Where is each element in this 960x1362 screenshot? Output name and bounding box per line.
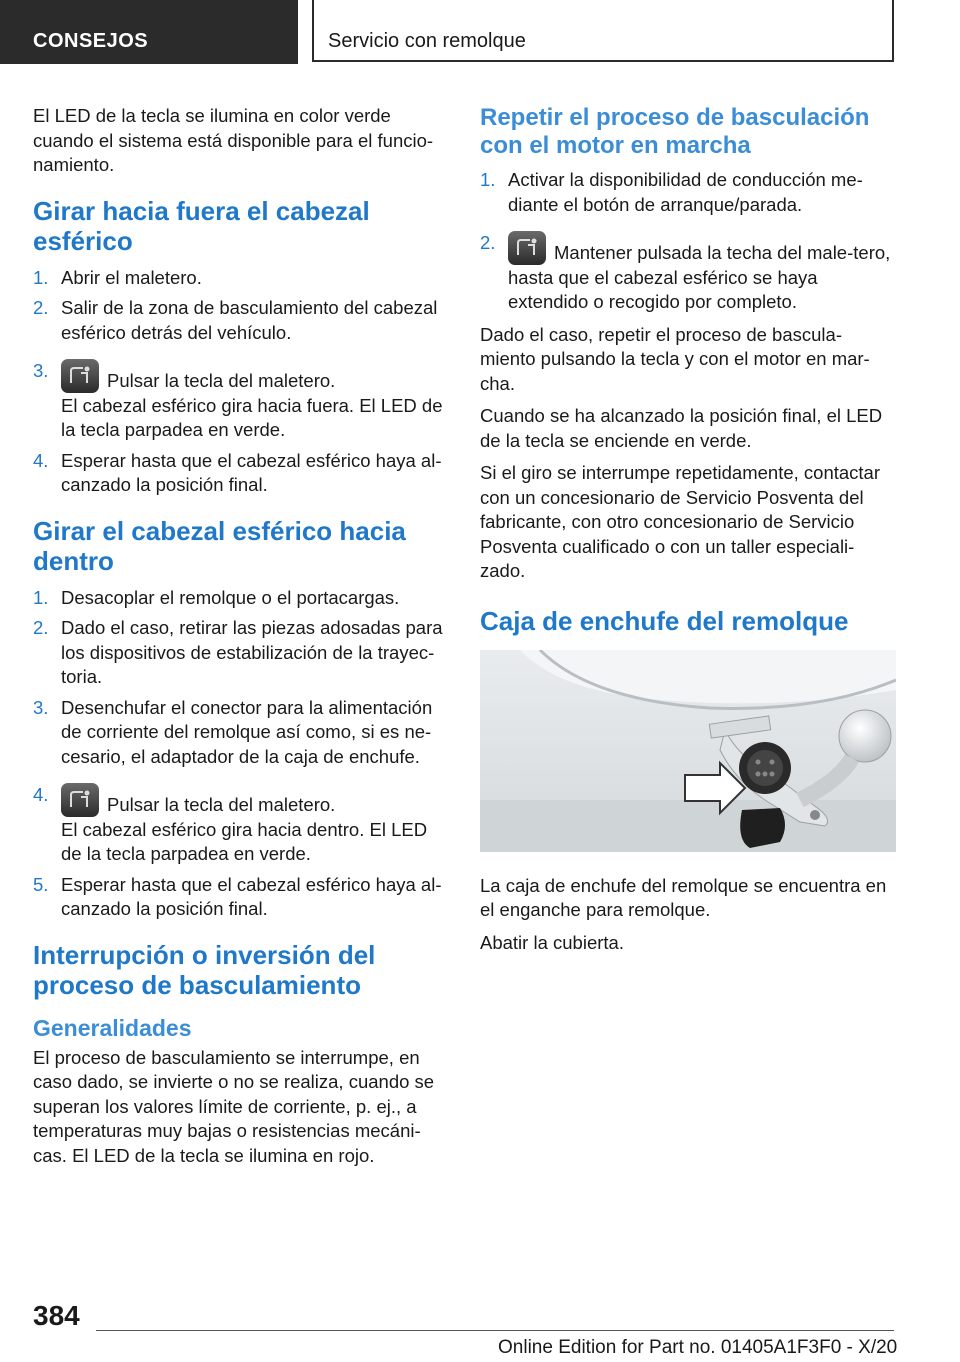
- section-heading-swing-out: Girar hacia fuera el cabezal esférico: [33, 195, 370, 256]
- header-title-box: [312, 0, 894, 62]
- step-text: Desacoplar el remolque o el portacargas.: [61, 586, 400, 608]
- header-section-tab: [0, 0, 298, 64]
- list-item: [33, 696, 449, 770]
- right-column: [480, 104, 896, 963]
- step-text: Esperar hasta que el cabezal esférico haya al‐canzado la posición final.: [61, 449, 442, 495]
- list-item: [33, 359, 449, 443]
- steps-repeat: [480, 168, 896, 315]
- step-text: Abrir el maletero.: [61, 266, 202, 288]
- intro-paragraph: El LED de la tecla se ilumina en color verde cuando el sistema está disponible para el funcio‐namiento.: [33, 105, 434, 175]
- step-text: Esperar hasta que el cabezal esférico haya al‐canzado la posición final.: [61, 873, 442, 919]
- step-text: Salir de la zona de basculamiento del cabezal esférico detrás del vehículo.: [61, 297, 438, 343]
- step-number: 1.: [480, 169, 496, 190]
- list-item: [33, 616, 449, 690]
- list-item: [33, 783, 449, 867]
- section-heading-interruption: Interrupción o inversión del proceso de basculamiento: [33, 939, 376, 1000]
- tailgate-button-icon: [508, 231, 546, 265]
- step-number: 1.: [33, 266, 49, 288]
- section-heading-repeat: Repetir el proceso de basculación con el motor en marcha: [480, 104, 870, 159]
- step-subtext: El cabezal esférico gira hacia dentro. El LED de la tecla parpadea en verde.: [61, 818, 428, 864]
- section-heading-socket: Caja de enchufe del remolque: [480, 605, 849, 636]
- list-item: [33, 266, 449, 291]
- paragraph-fold-cover: Abatir la cubierta.: [480, 931, 624, 953]
- tailgate-button-icon: [61, 359, 99, 393]
- left-column: [33, 104, 449, 1176]
- steps-swing-in: [33, 586, 449, 922]
- header-section-label: CONSEJOS: [33, 30, 149, 52]
- list-item: [480, 168, 896, 217]
- paragraph-contact-service: Si el giro se interrumpe repetidamente, contactar con un concesionario de Servicio Posventa del fabricante, con otro concesionario de Servicio Posventa cualificado o con un taller especiali‐zado.: [480, 462, 881, 581]
- list-item: [480, 231, 896, 315]
- footer-divider: [96, 1330, 894, 1331]
- step-number: 3.: [33, 360, 49, 381]
- paragraph-socket-location: La caja de enchufe del remolque se encuentra en el enganche para remolque.: [480, 874, 887, 920]
- section-heading-swing-in: Girar el cabezal esférico hacia dentro: [33, 515, 406, 576]
- step-number: 5.: [33, 873, 49, 895]
- page-number: 384: [33, 1300, 80, 1331]
- subheading-general: Generalidades: [33, 1014, 192, 1041]
- trailer-socket-photo: [480, 650, 896, 852]
- paragraph-led-green: Cuando se ha alcanzado la posición final, el LED de la tecla se enciende en verde.: [480, 405, 883, 451]
- tailgate-button-icon: [61, 783, 99, 817]
- step-number: 2.: [480, 232, 496, 253]
- step-number: 1.: [33, 586, 49, 608]
- step-text: Dado el caso, retirar las piezas adosadas para los dispositivos de estabilización de la trayec‐toria.: [61, 617, 443, 687]
- list-item: [33, 586, 449, 611]
- list-item: [33, 296, 449, 345]
- step-text: Desenchufar el conector para la alimentación de corriente del remolque así como, si es ne‐cesario, el adaptador de la caja de enchufe.: [61, 696, 433, 767]
- header-title: Servicio con remolque: [328, 30, 526, 52]
- paragraph-repeat-hint: Dado el caso, repetir el proceso de bascula‐miento pulsando la tecla y con el motor en mar‐cha.: [480, 323, 870, 394]
- step-number: 4.: [33, 784, 49, 805]
- step-number: 2.: [33, 297, 49, 318]
- step-text: Activar la disponibilidad de conducción me‐diante el botón de arranque/parada.: [508, 169, 863, 215]
- step-number: 4.: [33, 449, 49, 471]
- list-item: [33, 449, 449, 498]
- list-item: [33, 873, 449, 922]
- step-number: 3.: [33, 696, 49, 718]
- step-subtext: El cabezal esférico gira hacia fuera. El LED de la tecla parpadea en verde.: [61, 394, 443, 440]
- step-text: Pulsar la tecla del maletero.: [107, 794, 336, 815]
- step-text: Pulsar la tecla del maletero.: [107, 370, 336, 391]
- step-text: Mantener pulsada la techa del male‐tero, hasta que el cabezal esférico se haya extendido o recogido por completo.: [508, 242, 891, 312]
- interruption-paragraph: El proceso de basculamiento se interrumpe, en caso dado, se invierte o no se realiza, cuando se superan los valores límite de corriente, p. ej., a temperaturas muy bajas o resistencias mecáni‐cas. El LED de la tecla se ilumina en rojo.: [33, 1046, 435, 1166]
- steps-swing-out: [33, 266, 449, 498]
- footer-edition: Online Edition for Part no. 01405A1F3F0 - X/20: [498, 1337, 898, 1358]
- step-number: 2.: [33, 617, 49, 638]
